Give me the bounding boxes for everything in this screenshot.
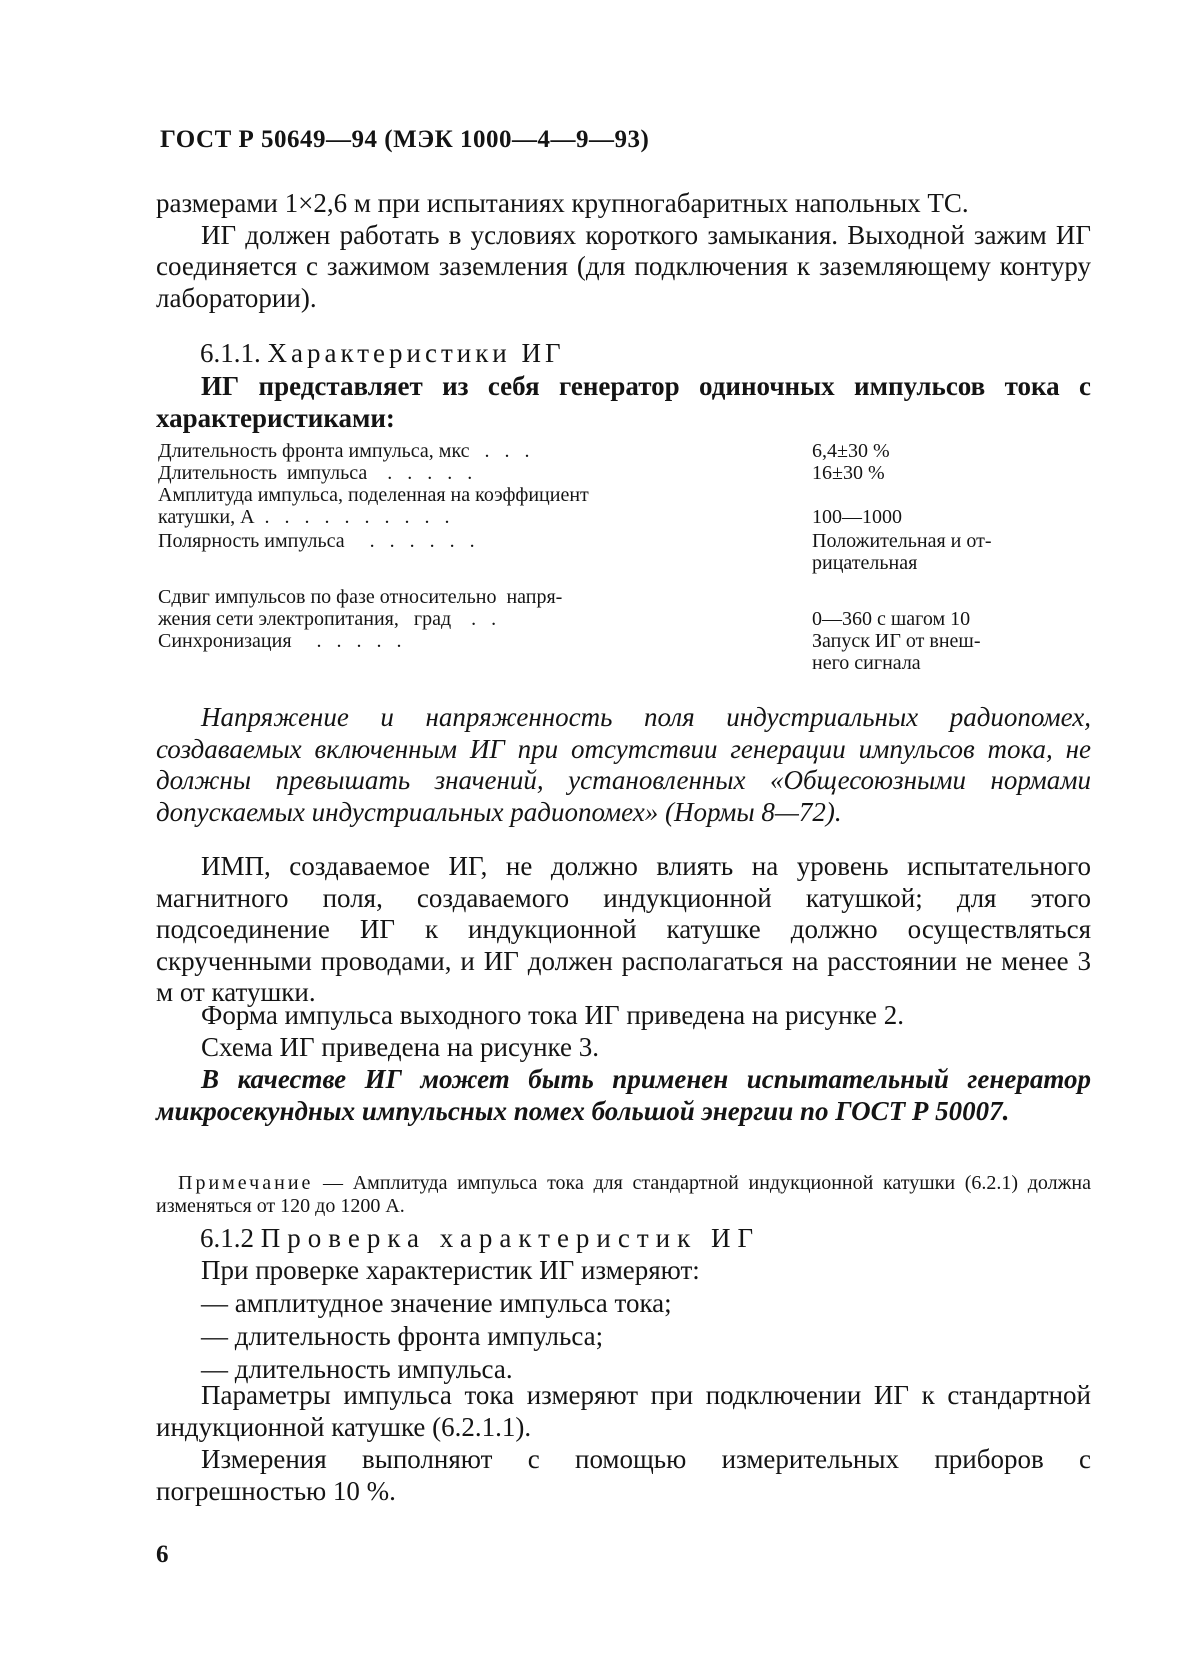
paragraph-alternative-generator: В качестве ИГ может быть применен испытательный генератор микросекундных импульсных помех большой энергии по ГОСТ Р 50007. (156, 1064, 1091, 1126)
row-label: Длительность импульса . . . . . (158, 462, 473, 484)
paragraph-dimensions: размерами 1×2,6 м при испытаниях крупногабаритных напольных ТС. (156, 188, 969, 218)
section-number: 6.1.2 (200, 1223, 254, 1253)
table-row (158, 530, 1093, 552)
text-block-intro (156, 188, 1091, 314)
section-title: Проверка характеристик ИГ (260, 1223, 761, 1253)
text-block-interference (156, 702, 1091, 828)
row-label: Сдвиг импульсов по фазе относительно напря- (158, 586, 563, 608)
note-label: Примечание (178, 1172, 314, 1194)
row-label: жения сети электропитания, град . . (158, 608, 497, 630)
paragraph-imp: ИМП, создаваемое ИГ, не должно влиять на уровень испытательного магнитного поля, создаваемого индукционной катушкой; для этого подсоединение ИГ к индукционной катушке должно осуществляться скрученными проводами, и ИГ должен располагаться на расстоянии не менее 3 м от катушки. (156, 851, 1091, 1007)
row-value: 6,4±30 % (812, 440, 890, 462)
note-text: — Амплитуда импульса тока для стандартной индукционной катушки (6.2.1) должна изменяться от 120 до 1200 А. (156, 1172, 1091, 1217)
table-row (158, 608, 1093, 630)
table-row (158, 652, 1093, 674)
row-label: Полярность импульса . . . . . . (158, 530, 475, 552)
paragraph-short-circuit: ИГ должен работать в условиях короткого замыкания. Выходной зажим ИГ соединяется с зажимом заземления (для подключения к заземляющему контуру лаборатории). (156, 219, 1091, 313)
note (156, 1172, 1091, 1218)
text-block-alternative (156, 1064, 1091, 1127)
paragraph-generator-description: ИГ представляет из себя генератор одиночных импульсов тока с характеристиками: (156, 371, 1091, 433)
text-block-params (156, 1380, 1091, 1443)
text-block-generator (156, 371, 1091, 434)
row-label: Амплитуда импульса, поделенная на коэффициент (158, 484, 589, 506)
row-value: рицательная (812, 552, 918, 574)
table-row (158, 552, 1093, 586)
paragraph-measure-intro: При проверке характеристик ИГ измеряют: (201, 1255, 700, 1285)
row-label: Длительность фронта импульса, мкс . . . (158, 440, 530, 462)
table-row (158, 586, 1093, 608)
paragraph-interference: Напряжение и напряженность поля индустриальных радиопомех, создаваемых включенным ИГ при отсутствии генерации импульсов тока, не должны превышать значений, установленных «Общесоюзными нормами допускаемых индустриальных радиопомех» (Нормы 8—72). (156, 702, 1091, 827)
row-value: Запуск ИГ от внеш- (812, 630, 981, 652)
table-row (158, 630, 1093, 652)
section-title: Характеристики ИГ (267, 338, 565, 368)
list-item: — амплитудное значение импульса тока; (201, 1287, 672, 1318)
row-value: 16±30 % (812, 462, 885, 484)
row-label: Синхронизация . . . . . (158, 630, 402, 652)
list-item: — длительность фронта импульса; (201, 1320, 604, 1351)
row-value: 0—360 с шагом 10 (812, 608, 971, 630)
section-heading-611 (200, 337, 1135, 369)
table-row (158, 484, 1093, 506)
paragraph-params: Параметры импульса тока измеряют при подключении ИГ к стандартной индукционной катушке (6.2.1.1). (156, 1380, 1091, 1442)
table-row (158, 462, 1093, 484)
text-block-check (156, 1255, 1091, 1386)
paragraph-figure-3: Схема ИГ приведена на рисунке 3. (201, 1031, 599, 1062)
characteristics-table (158, 440, 1093, 674)
text-block-figures (156, 1000, 1091, 1063)
table-row (158, 440, 1093, 462)
table-row (158, 506, 1093, 530)
section-heading-612 (200, 1222, 1135, 1254)
text-block-imp (156, 851, 1091, 1009)
row-value: него сигнала (812, 652, 921, 674)
row-label: катушки, А . . . . . . . . . . (158, 506, 450, 528)
text-block-measurements (156, 1444, 1091, 1507)
note-block (156, 1172, 1091, 1218)
paragraph-measurements: Измерения выполняют с помощью измерительных приборов с погрешностью 10 %. (156, 1444, 1091, 1506)
document-header: ГОСТ Р 50649—94 (МЭК 1000—4—9—93) (160, 126, 650, 153)
page-number: 6 (156, 1541, 169, 1568)
paragraph-figure-2: Форма импульса выходного тока ИГ приведена на рисунке 2. (201, 1000, 905, 1030)
row-value: Положительная и от- (812, 530, 992, 552)
row-value: 100—1000 (812, 506, 902, 528)
section-number: 6.1.1. (200, 338, 261, 368)
list-item: — длительность импульса. (201, 1353, 513, 1384)
